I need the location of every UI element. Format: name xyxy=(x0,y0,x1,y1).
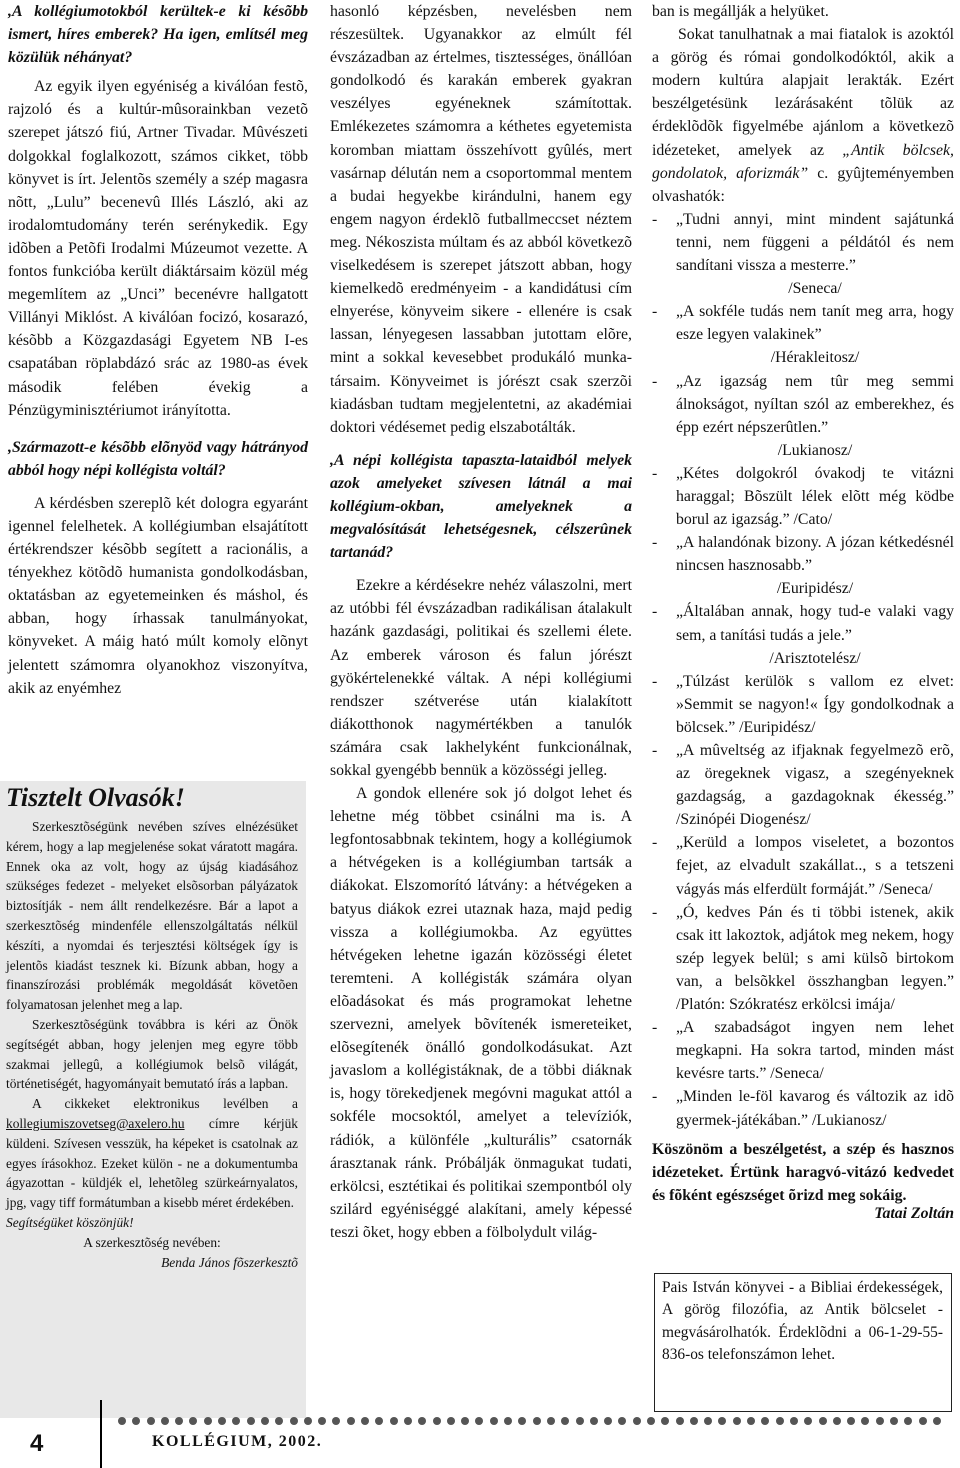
footer-dot xyxy=(232,1417,240,1425)
footer-dot xyxy=(533,1417,541,1425)
footer-dot xyxy=(375,1417,383,1425)
footer-divider xyxy=(100,1400,102,1468)
footer-dot xyxy=(447,1417,455,1425)
footer-dot xyxy=(819,1417,827,1425)
quote-list xyxy=(652,208,954,1132)
footer-dot xyxy=(618,1417,626,1425)
quote-source: /Hérakleitosz/ xyxy=(770,349,860,367)
footer-dot xyxy=(890,1417,898,1425)
footer-dot xyxy=(661,1417,669,1425)
quote-item: - „Ó, kedves Pán és ti többi istenek, akik csak itt lakoztok, adjátok meg nekem, hogy szép legyek belül; s ami külsõ birtokom van, a belsõkkel összhangban legyen.” /Platón: Szókratész erkölcsi imája/ xyxy=(652,903,954,1014)
answer-paragraph: A kérdésben szereplõ két dologra egyaránt igennel felelhetek. A kollégiumban elsajátított értékrendszer késõbb segített a racionális, a tényekhez kötõdõ humanista gondolkodásban, oktatásban az egyetemeinken és máshol, és abban, hogy írhassak tanulmányokat, könyveket. A máig ható múlt komoly elõnyt jelentett számomra olyanokhoz viszonyítva, akik az enyémhez xyxy=(8,494,308,697)
notice-signer: Benda János fõszerkesztõ xyxy=(161,1254,298,1270)
footer-dot xyxy=(547,1417,555,1425)
quote-item: - „Minden le-föl kavarog és változik az idõ gyermek-játékában.” /Lukianosz/ xyxy=(652,1088,954,1129)
answer-text: c. gyûjteményemben olvashatók: xyxy=(652,164,955,205)
answer-paragraph: Ezekre a kérdésekre nehéz válaszolni, mert az utóbbi fél évszázadban radikálisan átalakult hazánk gazdasági, politikai és szellemi élete. Az emberek városon és falun jórészt gyökértelenekké váltak. A népi kollégiumi rendszer szétverése után kialakított diákotthonok nagymértékben a tanulók számára csak lakhelyként funkcionálnak, sokkal gyengébb bennük a közösségi jelleg. xyxy=(330,577,632,779)
footer-dot xyxy=(804,1417,812,1425)
book-advertisement-box xyxy=(654,1273,952,1412)
footer-dot xyxy=(861,1417,869,1425)
quote-item: - „Tudni annyi, mint mindent sajátunká tenni, nem függeni a példától és nem sandítani vissza a mesterre.” /Seneca/ xyxy=(652,208,954,300)
footer-dot xyxy=(361,1417,369,1425)
email-link[interactable]: kollegiumiszovetseg@axelero.hu xyxy=(6,1115,185,1131)
footer-dot xyxy=(704,1417,712,1425)
quote-item: - „Kerüld a lompos viseletet, a bozontos fejet, az elvadult szakállat.., s a tetszeni vágyás más elferdült formáját.” /Seneca/ xyxy=(652,834,954,898)
footer-dot xyxy=(475,1417,483,1425)
quote-item: - „Túlzást kerülök s vallom ez elvet: »Semmit se nagyon!« Így gondolkodnak a bölcsek.” /Euripidész/ xyxy=(652,672,954,736)
quote-item: - „Az igazság nem tûr meg semmi álnokságot, nyíltan szól az emberekhez, és épp ezért népszerûtlen.” /Lukianosz/ xyxy=(652,370,954,462)
footer-dot xyxy=(161,1417,169,1425)
editorial-notice-box xyxy=(0,781,306,1418)
quote-source: /Euripidész/ xyxy=(776,580,854,598)
quote-item: - „Általában annak, hogy tud-e valaki vagy sem, a tanítási tudás a jele.” /Arisztotelész/ xyxy=(652,600,954,669)
column-1 xyxy=(8,0,308,700)
footer-dot xyxy=(390,1417,398,1425)
footer-publication-title: KOLLÉGIUM, 2002. xyxy=(152,1433,323,1450)
footer-dot xyxy=(747,1417,755,1425)
answer-paragraph: ban is megállják a helyüket. xyxy=(652,3,829,20)
author-signature: Tatai Zoltán xyxy=(874,1204,954,1222)
footer-dot xyxy=(761,1417,769,1425)
notice-paragraph xyxy=(6,1094,298,1213)
footer-dot xyxy=(790,1417,798,1425)
footer-dot xyxy=(576,1417,584,1425)
footer-dot-rule xyxy=(118,1412,958,1424)
footer-dot xyxy=(347,1417,355,1425)
footer-dot xyxy=(518,1417,526,1425)
footer-dot xyxy=(118,1417,126,1425)
footer-dot xyxy=(733,1417,741,1425)
quote-item: - „Kétes dolgokról óvakodj te vitázni haraggal; Bõszült lélek elõtt még ködbe borul az igazság.” /Cato/ xyxy=(652,464,954,529)
footer-dot xyxy=(504,1417,512,1425)
interview-question-1: ,A kollégiumotokból kerültek-e ki késõbb ismert, híres emberek? Ha igen, említsél meg közülük néhányat? xyxy=(8,3,308,67)
footer-dot xyxy=(275,1417,283,1425)
footer-dot xyxy=(132,1417,140,1425)
footer-dot xyxy=(461,1417,469,1425)
footer-dot xyxy=(318,1417,326,1425)
footer-dot xyxy=(833,1417,841,1425)
quote-source: /Lukianosz/ xyxy=(777,441,853,459)
footer-dot xyxy=(676,1417,684,1425)
quote-item: - „A halandónak bizony. A józan kétkedésnél nincsen hasznosabb.” /Euripidész/ xyxy=(652,531,954,600)
footer-dot xyxy=(261,1417,269,1425)
quote-item: - „A szabadságot ingyen nem lehet megkapni. Ha sokra tartod, minden mást kevésre tarts.” /Seneca/ xyxy=(652,1019,954,1083)
column-2 xyxy=(330,0,632,1244)
advertisement-text: Pais István könyvei - a Bibliai érdekességek, A görög filozófia, az Antik bölcselet - megvásárolhatók. Érdeklõdni a 06-1-29-55-836-os telefonszámon lehet. xyxy=(662,1279,943,1364)
answer-paragraph xyxy=(652,23,954,208)
footer-dot xyxy=(418,1417,426,1425)
footer-dot xyxy=(218,1417,226,1425)
answer-paragraph: hasonló képzésben, nevelésben nem részesültek. Ugyanakkor az elmúlt fél évszázadban az értelmes, tisztességes, önállóan gondolkodó és karakán emberek gyakran veszélyes egyéneknek számítottak. Emlékezetes számomra a kéthetes egyetemista koromban miattam összehívott gyûlés, mert vasárnap délután nem a csoportommal mentem a budai hegyekbe kirándulni, hanem egy engem nagyon érdeklõ futballmeccset néztem meg. Nékoszista múltam és az abból következõ viselkedésem is szerepet játszott abban, hogy kiemelkedõ eredményeim - a kandidátusi cím elnyerése, könyveim sikere - ellenére is csak lassan, lényegesen lassabban jutottam elõre, mint a sokkal kevesebbet produkáló munka-társaim. Könyveimet is jórészt csak szerzõi kiadásban tudtam megjelentetni, az akadémiai doktori védésemet pedig elszabotálták. xyxy=(330,3,632,436)
footer-dot xyxy=(332,1417,340,1425)
notice-text: címre kérjük küldeni. Szívesen vesszük, ha képeket is csatolnak az egyes írásokhoz. Ezeket külön - ne a dokumentumba ágyazottan - küldjék el, lehetõleg szürkeárnyalatos, jpg, vagy tiff formátumban a kisebb méret érdekében. xyxy=(6,1115,298,1211)
notice-title: Tisztelt Olvasók! xyxy=(6,783,185,812)
footer-dot xyxy=(204,1417,212,1425)
footer-dot xyxy=(189,1417,197,1425)
page-number: 4 xyxy=(30,1430,44,1457)
notice-paragraph: Szerkesztõségünk nevében szíves elnézésüket kérem, hogy a lap megjelenése sokat váratott magára. Ennek oka az volt, hogy az újság kiadásához szükséges fedezet - melyeket elsõsorban pályázatok biztosítják - nem állt rendelkezésre. Bár a lapot a szerkesztõség mindenféle ellenszolgáltatás nélkül készíti, a nyomdai és terjesztési költségek így is jelentõs kiadást tesznek ki. Bízunk abban, hogy a finanszírozási problémák megoldását követõen folyamatosan jelenhet meg a lap. xyxy=(6,819,298,1013)
footer-dot xyxy=(647,1417,655,1425)
footer-dot xyxy=(933,1417,941,1425)
footer-dot xyxy=(404,1417,412,1425)
footer-dot xyxy=(175,1417,183,1425)
footer-dot xyxy=(718,1417,726,1425)
quote-source: /Arisztotelész/ xyxy=(769,649,861,667)
footer-dot xyxy=(304,1417,312,1425)
footer-dot xyxy=(904,1417,912,1425)
interview-question-3: ,A népi kollégista tapaszta-lataidból melyek azok amelyeket szívesen látnál a mai kollégium-okban, amelyeknek a megvalósítását lehetségesnek, célszerûnek tartanád? xyxy=(330,451,632,562)
answer-text: Sokat tanulhatnak a mai fiatalok is azoktól a görög és római gondolkodóktól, akik a modern kultúra alapjait lerakták. Ezért beszélgetésünk lezárásaként tõlük az érdeklõdõk figyelmébe ajánlom a következõ idézeteket, amelyek az xyxy=(652,26,954,159)
footer-dot xyxy=(776,1417,784,1425)
closing-thanks: Köszönöm a beszélgetést, a szép és hasznos idézeteket. Értünk haragvó-vitázó kedvedet és fõként egészséget õrizd meg sokáig. xyxy=(652,1140,954,1204)
column-3 xyxy=(652,0,954,1223)
book-title: „Antik bölcsek, gondolatok, aforizmák” xyxy=(652,141,954,182)
notice-thanks: Segítségüket köszönjük! xyxy=(6,1214,134,1230)
footer-dot xyxy=(490,1417,498,1425)
quote-source: /Seneca/ xyxy=(788,280,842,298)
footer-dot xyxy=(604,1417,612,1425)
quote-item: - „A sokféle tudás nem tanít meg arra, hogy esze legyen valakinek” /Hérakleitosz/ xyxy=(652,300,954,369)
footer-dot xyxy=(690,1417,698,1425)
notice-behalf: A szerkesztõség nevében: xyxy=(83,1234,221,1250)
notice-paragraph: Szerkesztõségünk továbbra is kéri az Önök segítségét abban, hogy jelenjen meg egyre több szakmai jellegû, a kollégiumok belsõ világát, történetiségét, hagyományait bemutató írás a lapban. xyxy=(6,1016,298,1092)
footer-dot xyxy=(147,1417,155,1425)
footer-dot xyxy=(433,1417,441,1425)
notice-text: A cikkeket elektronikus levélben a xyxy=(32,1096,298,1112)
interview-question-2: ,Származott-e késõbb elõnyöd vagy hátrányod abból hogy népi kollégista voltál? xyxy=(8,438,308,479)
answer-paragraph: Az egyik ilyen egyéniség a kiválóan festõ, rajzoló és a kultúr-mûsorainkban vezetõ szerepet játszó fiú, Artner Tivadar. Mûvészeti dolgokkal foglalkozott, számos cikket, több könyvet is írt. Jelentõs személy a szép magasra nõtt, „Lulu” becenevû Illés László, aki az irodalomtudomány terén serénykedik. Egy idõben a Petõfi Irodalmi Múzeumot vezette. A fontos funkcióba került diáktársaim közül még megemlítem az „Unci” becenévre hallgatott Villányi Miklóst. A kiválóan focizó, kosarazó, késõbb a Közgazdasági Egyetem NB I-es csapatában röplabdázó srác az 1980-as évek második felében évekig a Pénzügyminisztériumot irányította. xyxy=(8,78,308,419)
footer-dot xyxy=(561,1417,569,1425)
footer-dot xyxy=(290,1417,298,1425)
footer-dot xyxy=(876,1417,884,1425)
footer-dot xyxy=(590,1417,598,1425)
answer-paragraph: A gondok ellenére sok jó dolgot lehet és lehetne még többet csinálni ma is. A legfontosabbnak tekintem, hogy a kollégiumok a hétvégeken is a kollégiumban tartsák a diákokat. Elszomorító látvány: a hétvégeken a batyus diákok ezrei utaznak haza, majd pedig vissza a kollégiumokba. Az együttes hétvégeken lehetne igazán közösségi életet teremteni. A kollégisták számára olyan elõadásokat és más programokat lehetne szervezni, amelyek bõvítenék ismereteiket, elõsegítenék önálló gondolkodásukat. Azt javaslom a kollégistáknak, de a többi diáknak is, hogy törekedjenek megóvni magukat attól a sokféle mocsoktól, amelyet a televíziók, rádiók, a különféle „kulturális” csatornák árasztanak ránk. Próbálják önmagukat tudati, erkölcsi, esztétikai és politikai szempontból oly szilárd egyéniséggé alakítani, amely képessé teszi õket, hogy ebben a fölbolydult világ- xyxy=(330,785,632,1241)
footer-dot xyxy=(247,1417,255,1425)
footer-dot xyxy=(919,1417,927,1425)
footer-dot xyxy=(847,1417,855,1425)
footer-dot xyxy=(633,1417,641,1425)
quote-item: - „A mûveltség az ifjaknak fegyelmezõ erõ, az öregeknek vigasz, a szegényeknek gazdagság, a gazdagoknak ékesség.” /Szinópéi Diogenész/ xyxy=(652,742,954,829)
